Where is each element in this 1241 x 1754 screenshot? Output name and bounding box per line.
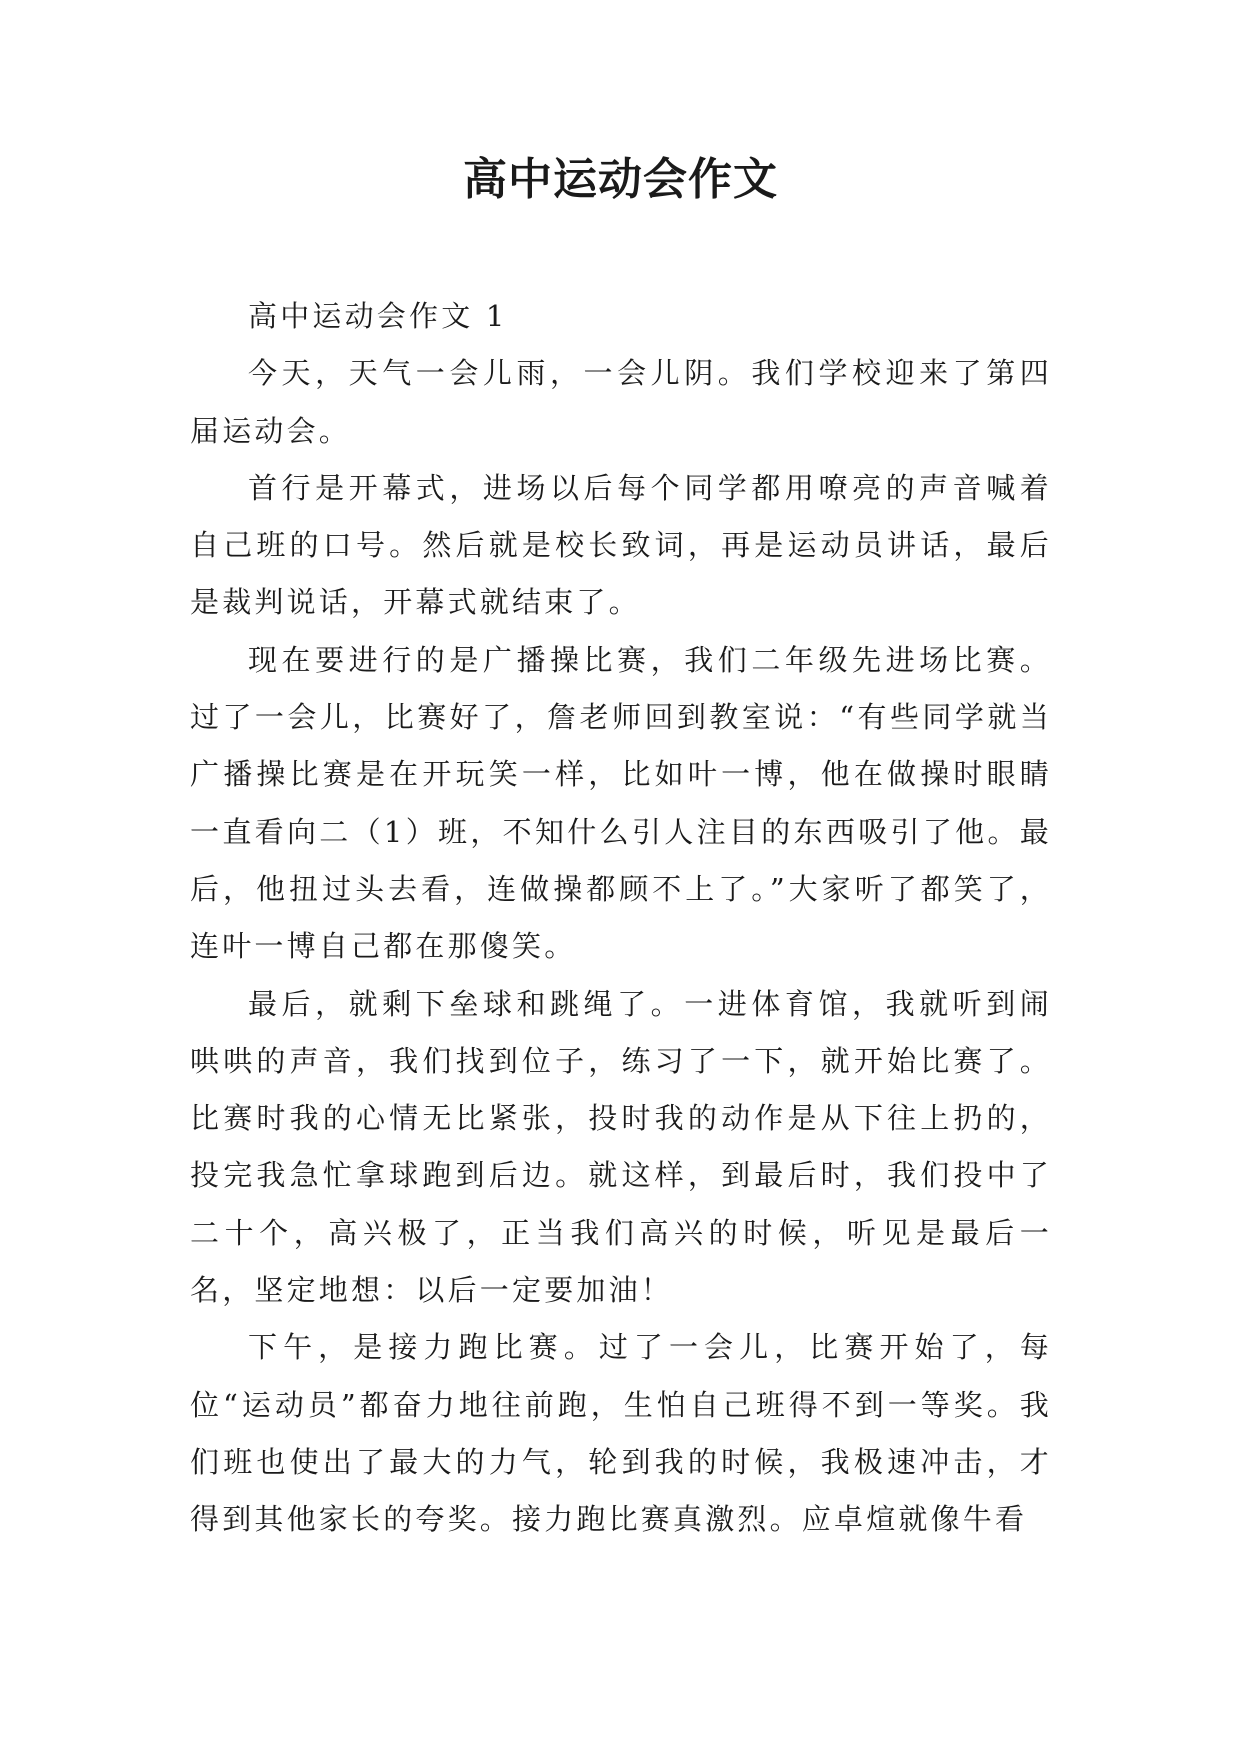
- document-body: [190, 288, 1052, 1549]
- paragraph-4: 最后，就剩下垒球和跳绳了。一进体育馆，我就听到闹哄哄的声音，我们找到位子，练习了一下，就开始比赛了。比赛时我的心情无比紧张，投时我的动作是从下往上扔的，投完我急忙拿球跑到后边。就这样，到最后时，我们投中了二十个，高兴极了，正当我们高兴的时候，听见是最后一名，坚定地想：以后一定要加油！: [190, 986, 1052, 1308]
- paragraph-3: 现在要进行的是广播操比赛，我们二年级先进场比赛。过了一会儿，比赛好了，詹老师回到教室说：“有些同学就当广播操比赛是在开玩笑一样，比如叶一博，他在做操时眼睛一直看向二（1）班，不知什么引人注目的东西吸引了他。最后，他扭过头去看，连做操都顾不上了。”大家听了都笑了，连叶一博自己都在那傻笑。: [190, 642, 1052, 964]
- paragraph-1: 今天，天气一会儿雨，一会儿阴。我们学校迎来了第四届运动会。: [190, 356, 1052, 448]
- document-title: 高中运动会作文: [463, 154, 778, 205]
- paragraph-5: 下午，是接力跑比赛。过了一会儿，比赛开始了，每位“运动员”都奋力地往前跑，生怕自己班得不到一等奖。我们班也使出了最大的力气，轮到我的时候，我极速冲击，才得到其他家长的夸奖。接力跑比赛真激烈。应卓煊就像牛看: [190, 1330, 1052, 1537]
- paragraph-2: 首行是开幕式，进场以后每个同学都用嘹亮的声音喊着自己班的口号。然后就是校长致词，再是运动员讲话，最后是裁判说话，开幕式就结束了。: [190, 470, 1052, 620]
- section-heading: 高中运动会作文 1: [248, 299, 508, 333]
